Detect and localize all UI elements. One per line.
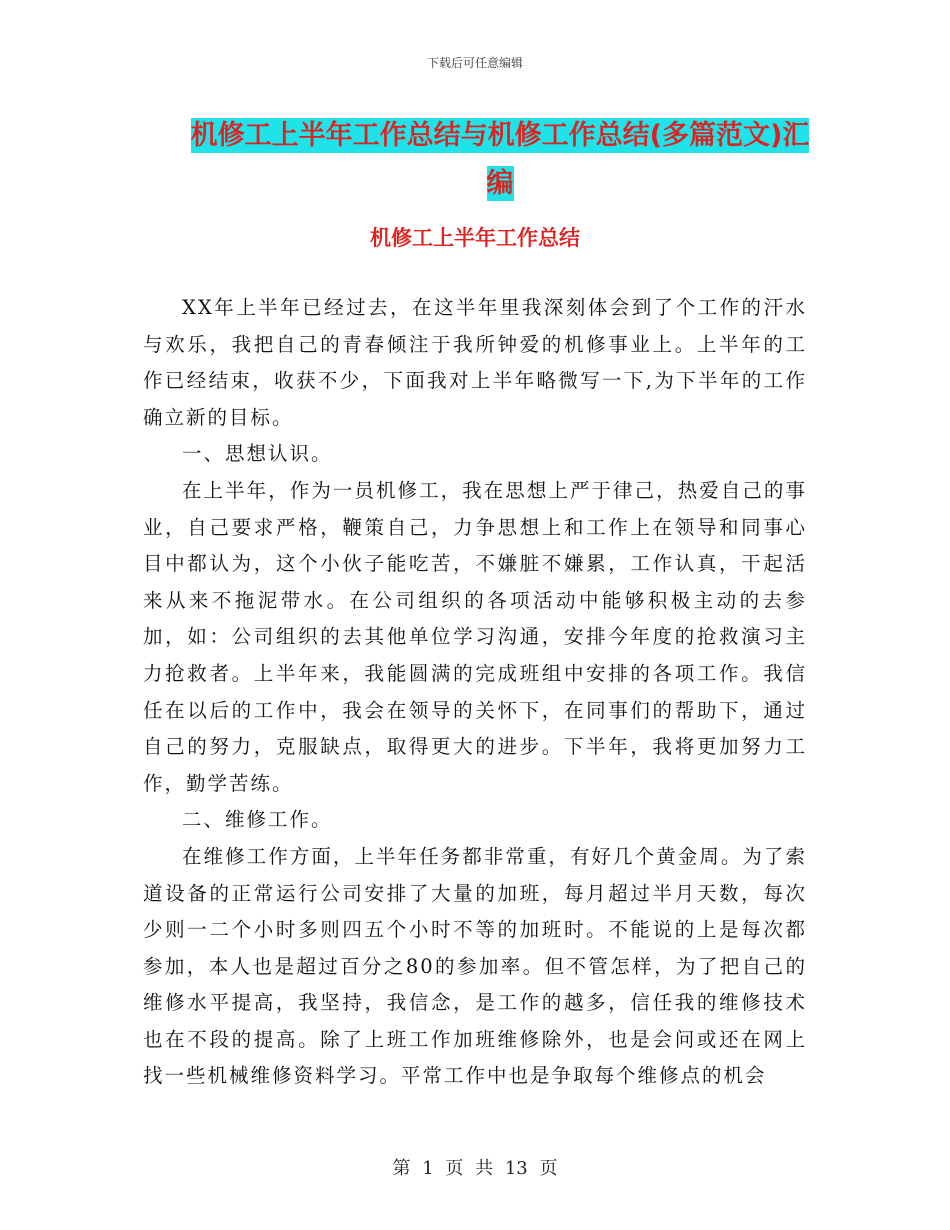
page-footer: 第 1 页 共 13 页 [392,1158,558,1179]
body-text [143,290,807,1095]
document-title [190,112,810,208]
document-title-line-2: 编 [486,168,514,199]
document-title-line-1: 机修工上半年工作总结与机修工作总结(多篇范文)汇 [190,120,810,151]
paragraph-thought: 在上半年，作为一员机修工，我在思想上严于律己，热爱自己的事业，自己要求严格，鞭策自己，力争思想上和工作上在领导和同事心目中都认为，这个小伙子能吃苦，不嫌脏不嫌累，工作认真，干起活来从来不拖泥带水。在公司组织的各项活动中能够积极主动的去参加，如：公司组织的去其他单位学习沟通，安排今年度的抢救演习主力抢救者。上半年来，我能圆满的完成班组中安排的各项工作。我信任在以后的工作中，我会在领导的关怀下，在同事们的帮助下，通过自己的努力，克服缺点，取得更大的进步。下半年，我将更加努力工作，勤学苦练。 [143,478,807,795]
header-note: 下载后可任意编辑 [426,56,523,70]
paragraph-maintenance: 在维修工作方面，上半年任务都非常重，有好几个黄金周。为了索道设备的正常运行公司安排了大量的加班，每月超过半月天数，每次少则一二个小时多则四五个小时不等的加班时。不能说的上是每次都参加，本人也是超过百分之80的参加率。但不管怎样，为了把自己的维修水平提高，我坚持，我信念，是工作的越多，信任我的维修技术也在不段的提高。除了上班工作加班维修除外，也是会问或还在网上找一些机械维修资料学习。平常工作中也是争取每个维修点的机会 [143,844,807,1088]
heading-thought: 一、思想认识。 [182,442,333,466]
paragraph-intro: XX年上半年已经过去，在这半年里我深刻体会到了个工作的汗水与欢乐，我把自己的青春倾注于我所钟爱的机修事业上。上半年的工作已经结束，收获不少，下面我对上半年略微写一下,为下半年的工作确立新的目标。 [143,296,807,429]
section-title: 机修工上半年工作总结 [370,226,580,250]
heading-maintenance: 二、维修工作。 [182,808,333,832]
